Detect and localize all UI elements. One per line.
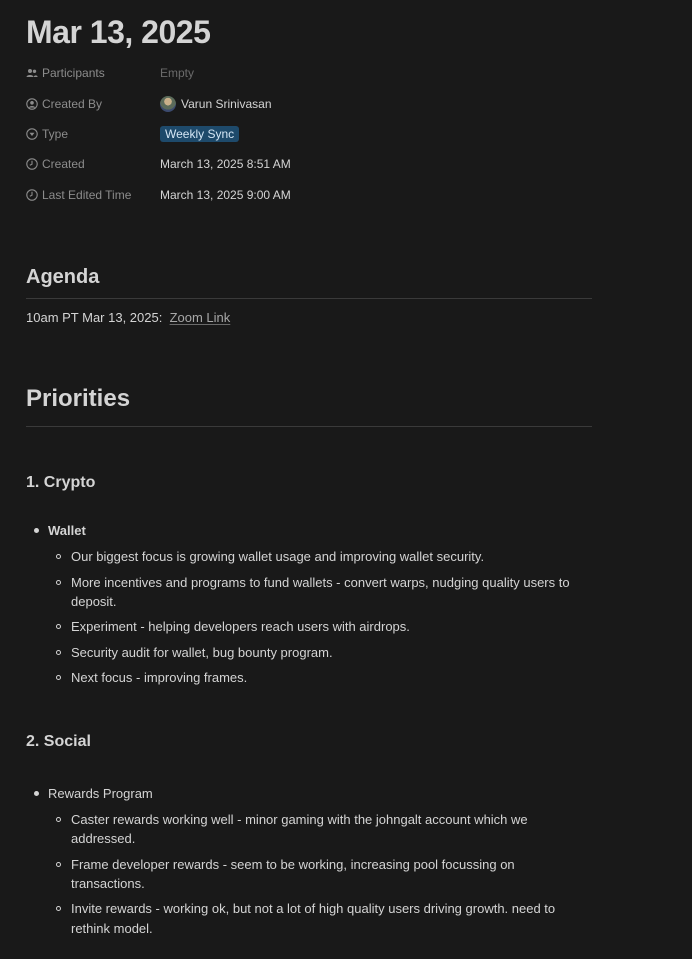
property-label-text: Participants — [42, 66, 105, 80]
avatar — [160, 96, 176, 112]
property-label — [26, 127, 160, 141]
bullet — [34, 791, 39, 796]
priorities-heading[interactable]: Priorities — [26, 385, 131, 412]
clock-icon — [26, 189, 38, 201]
sub-bullet — [56, 675, 61, 680]
property-label — [26, 157, 160, 171]
property-label-text: Type — [42, 127, 69, 141]
sub-bullet — [56, 624, 61, 629]
list-item[interactable]: Rewards Program — [48, 786, 153, 801]
list-item[interactable]: Caster rewards working well - minor gaming with the johngalt account which we — [71, 812, 528, 827]
list-item-continuation[interactable]: deposit. — [71, 594, 117, 609]
type-tag: Weekly Sync — [160, 126, 239, 142]
section-heading-crypto[interactable]: 1. Crypto — [26, 474, 96, 491]
list-item-continuation[interactable]: addressed. — [71, 831, 136, 846]
people-icon — [26, 67, 38, 79]
page-title[interactable]: Mar 13, 2025 — [26, 14, 211, 50]
property-label-text: Created By — [42, 97, 103, 111]
property-label — [26, 188, 160, 202]
zoom-link[interactable]: Zoom Link — [169, 310, 231, 325]
list-item[interactable]: Frame developer rewards - seem to be working, increasing pool focussing on — [71, 857, 515, 872]
last-edited-value: March 13, 2025 9:00 AM — [160, 188, 291, 202]
agenda-text: 10am PT Mar 13, 2025: — [26, 310, 163, 325]
section-heading-social[interactable]: 2. Social — [26, 733, 91, 750]
created-by-value[interactable] — [160, 96, 272, 112]
participants-value[interactable]: Empty — [160, 66, 195, 80]
property-created-by[interactable] — [26, 94, 272, 114]
bullet — [34, 528, 39, 533]
sub-bullet — [56, 554, 61, 559]
property-participants[interactable] — [26, 63, 194, 83]
clock-icon — [26, 158, 38, 170]
user-name: Varun Srinivasan — [181, 97, 272, 111]
agenda-heading[interactable]: Agenda — [26, 266, 100, 288]
sub-bullet — [56, 580, 61, 585]
sub-bullet — [56, 817, 61, 822]
list-item[interactable]: Wallet — [48, 523, 86, 538]
list-item[interactable]: Our biggest focus is growing wallet usage and improving wallet security. — [71, 549, 485, 564]
property-label — [26, 97, 160, 111]
property-last-edited[interactable] — [26, 185, 291, 205]
divider — [26, 298, 592, 299]
property-label-text: Last Edited Time — [42, 188, 132, 202]
created-value: March 13, 2025 8:51 AM — [160, 157, 291, 171]
select-circle-icon — [26, 128, 38, 140]
list-item-continuation[interactable]: transactions. — [71, 876, 145, 891]
type-value[interactable] — [160, 126, 239, 142]
divider — [26, 426, 592, 427]
list-item[interactable]: Experiment - helping developers reach users with airdrops. — [71, 619, 410, 634]
sub-bullet — [56, 906, 61, 911]
sub-bullet — [56, 862, 61, 867]
list-item[interactable]: Next focus - improving frames. — [71, 670, 248, 685]
list-item[interactable]: Security audit for wallet, bug bounty program. — [71, 645, 333, 660]
list-item[interactable]: Invite rewards - working ok, but not a lot of high quality users driving growth. need to — [71, 901, 556, 916]
property-label-text: Created — [42, 157, 85, 171]
list-item-continuation[interactable]: rethink model. — [71, 921, 153, 936]
agenda-line[interactable] — [26, 310, 230, 325]
list-item[interactable]: More incentives and programs to fund wallets - convert warps, nudging quality users to — [71, 575, 570, 590]
property-type[interactable] — [26, 124, 239, 144]
person-circle-icon — [26, 98, 38, 110]
property-label — [26, 66, 160, 80]
property-created[interactable] — [26, 154, 291, 174]
sub-bullet — [56, 650, 61, 655]
